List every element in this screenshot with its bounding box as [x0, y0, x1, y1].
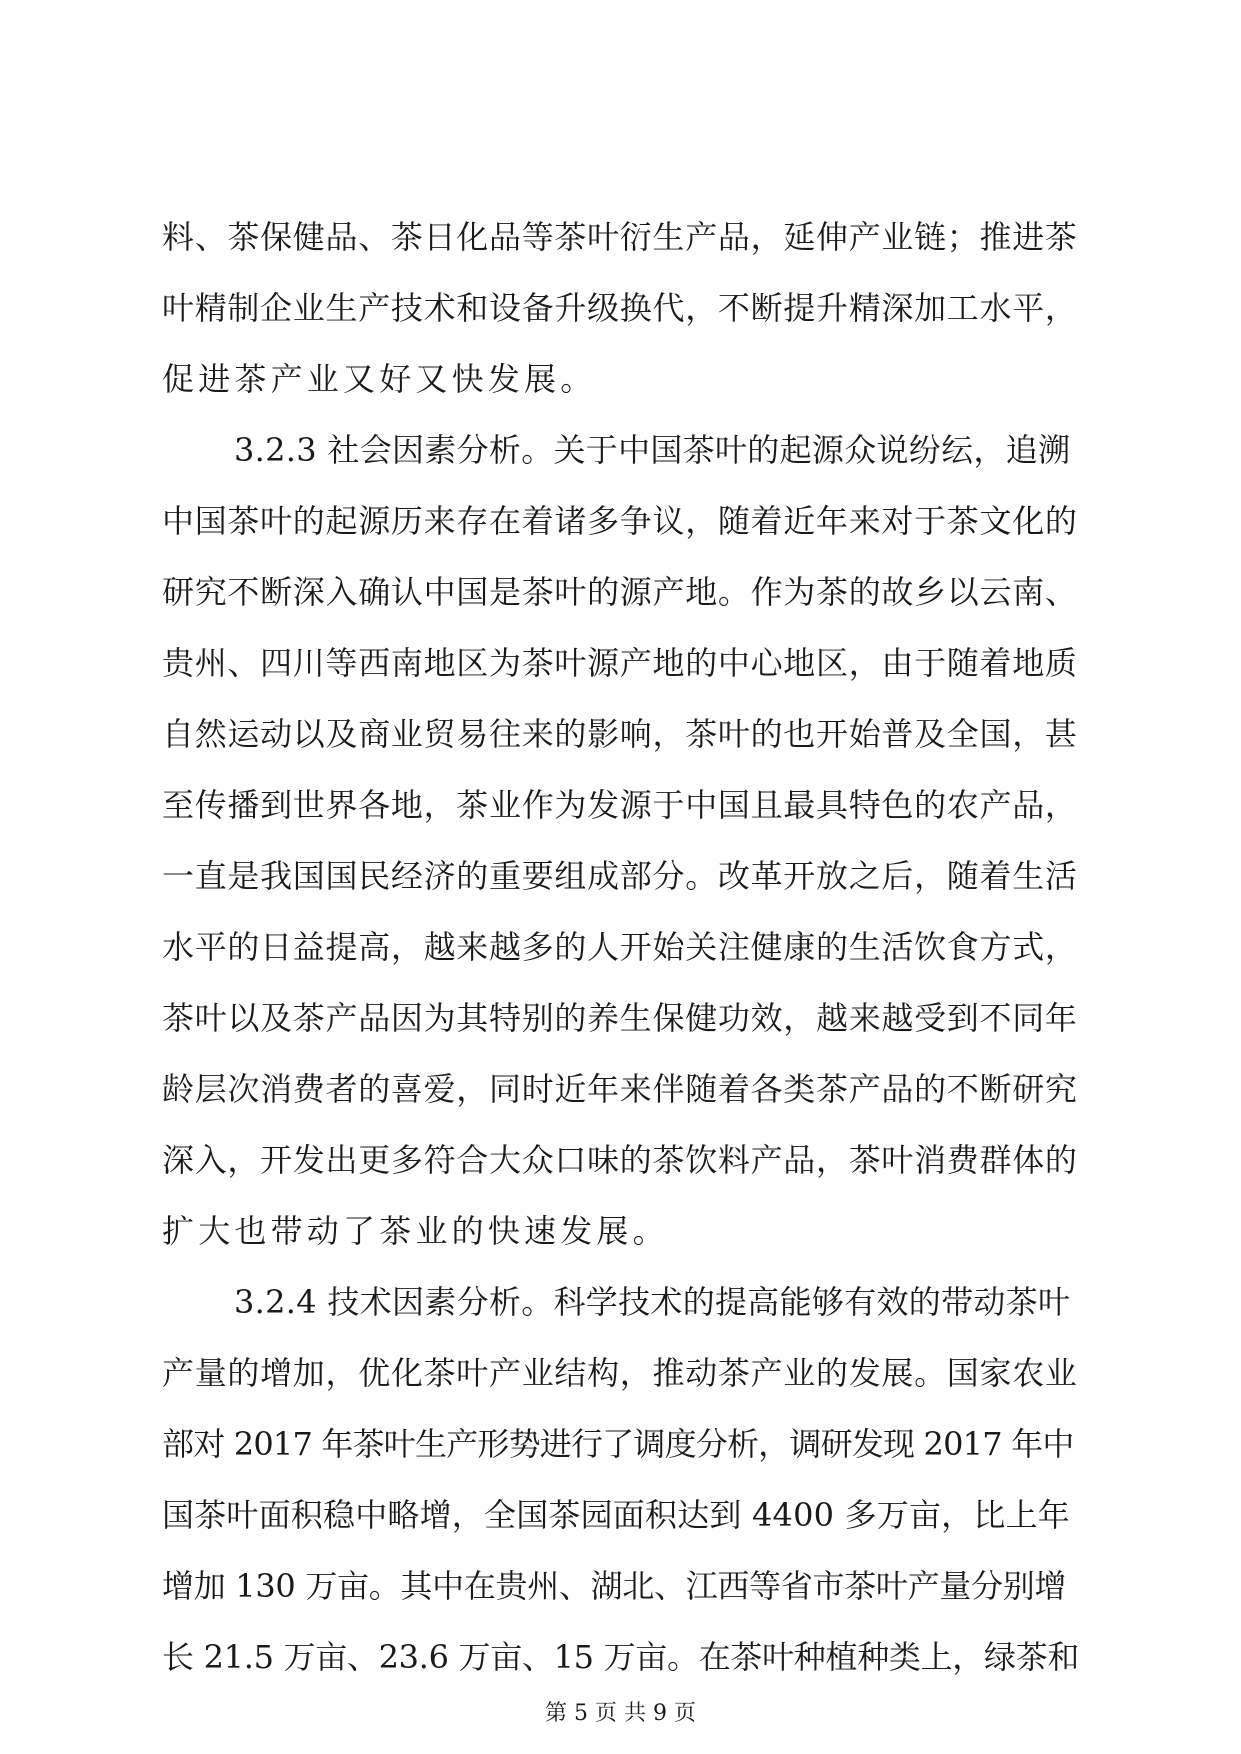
text-line: 研究不断深入确认中国是茶叶的源产地。作为茶的故乡以云南、 — [162, 573, 1078, 611]
text-line: 产量的增加，优化茶叶产业结构，推动茶产业的发展。国家农业 — [162, 1354, 1078, 1392]
page-number-footer: 第 5 页 共 9 页 — [545, 1701, 696, 1726]
paragraph-heading-line: 3.2.4 技术因素分析。科学技术的提高能够有效的带动茶叶 — [234, 1283, 1071, 1321]
text-line: 自然运动以及商业贸易往来的影响，茶叶的也开始普及全国，甚 — [162, 715, 1078, 753]
text-line: 深入，开发出更多符合大众口味的茶饮料产品，茶叶消费群体的 — [162, 1141, 1078, 1179]
text-line: 叶精制企业生产技术和设备升级换代，不断提升精深加工水平， — [162, 289, 1078, 327]
text-line: 长 21.5 万亩、23.6 万亩、15 万亩。在茶叶种植种类上，绿茶和 — [162, 1638, 1080, 1676]
text-line: 至传播到世界各地，茶业作为发源于中国且最具特色的农产品， — [162, 786, 1078, 824]
text-line: 扩大也带动了茶业的快速发展。 — [162, 1212, 669, 1250]
text-line: 水平的日益提高，越来越多的人开始关注健康的生活饮食方式， — [162, 928, 1078, 966]
text-line: 国茶叶面积稳中略增，全国茶园面积达到 4400 多万亩，比上年 — [162, 1496, 1070, 1534]
text-line: 增加 130 万亩。其中在贵州、湖北、江西等省市茶叶产量分别增 — [162, 1567, 1067, 1605]
text-line: 促进茶产业又好又快发展。 — [162, 360, 597, 398]
text-line: 龄层次消费者的喜爱，同时近年来伴随着各类茶产品的不断研究 — [162, 1070, 1078, 1108]
text-line: 料、茶保健品、茶日化品等茶叶衍生产品，延伸产业链；推进茶 — [162, 218, 1078, 256]
text-line: 茶叶以及茶产品因为其特别的养生保健功效，越来越受到不同年 — [162, 999, 1078, 1037]
paragraph-heading-line: 3.2.3 社会因素分析。关于中国茶叶的起源众说纷纭，追溯 — [234, 431, 1071, 469]
text-line: 中国茶叶的起源历来存在着诸多争议，随着近年来对于茶文化的 — [162, 502, 1078, 540]
text-line: 部对 2017 年茶叶生产形势进行了调度分析，调研发现 2017 年中 — [162, 1425, 1074, 1463]
text-line: 一直是我国国民经济的重要组成部分。改革开放之后，随着生活 — [162, 857, 1078, 895]
text-line: 贵州、四川等西南地区为茶叶源产地的中心地区，由于随着地质 — [162, 644, 1078, 682]
